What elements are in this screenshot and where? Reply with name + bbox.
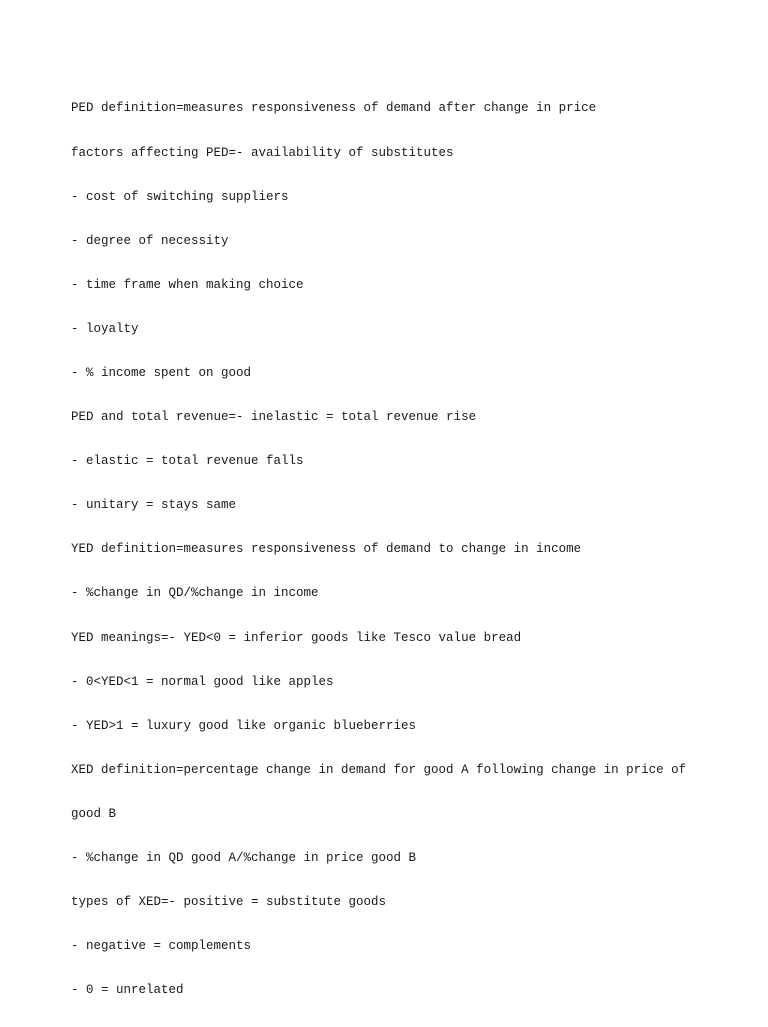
text-line: YED definition=measures responsiveness of demand to change in income	[71, 542, 582, 557]
text-line: factors affecting PED=- availability of substitutes	[71, 145, 454, 160]
text-line: - negative = complements	[71, 939, 252, 954]
text-line: YED meanings=- YED<0 = inferior goods like Tesco value bread	[71, 630, 522, 645]
text-line: - elastic = total revenue falls	[71, 454, 304, 469]
text-line: - time frame when making choice	[71, 277, 304, 292]
text-line: - loyalty	[71, 321, 139, 336]
text-line: good B	[71, 806, 117, 821]
text-line: - 0 = unrelated	[71, 983, 184, 998]
text-line: PED definition=measures responsiveness of demand after change in price	[71, 101, 597, 116]
text-line: - %change in QD good A/%change in price good B	[71, 851, 417, 865]
text-line: - cost of switching suppliers	[71, 189, 289, 204]
text-line: PED and total revenue=- inelastic = total revenue rise	[71, 410, 477, 425]
text-line: - 0<YED<1 = normal good like apples	[71, 674, 334, 689]
text-line: - YED>1 = luxury good like organic blueberries	[71, 718, 417, 733]
text-line: - %change in QD/%change in income	[71, 586, 319, 601]
text-line: - degree of necessity	[71, 233, 229, 248]
text-line: - unitary = stays same	[71, 498, 237, 513]
text-line: types of XED=- positive = substitute goods	[71, 895, 387, 910]
text-line: - % income spent on good	[71, 365, 252, 380]
text-line: XED definition=percentage change in demand for good A following change in price of	[71, 762, 687, 777]
document-text-body	[71, 72, 701, 1027]
